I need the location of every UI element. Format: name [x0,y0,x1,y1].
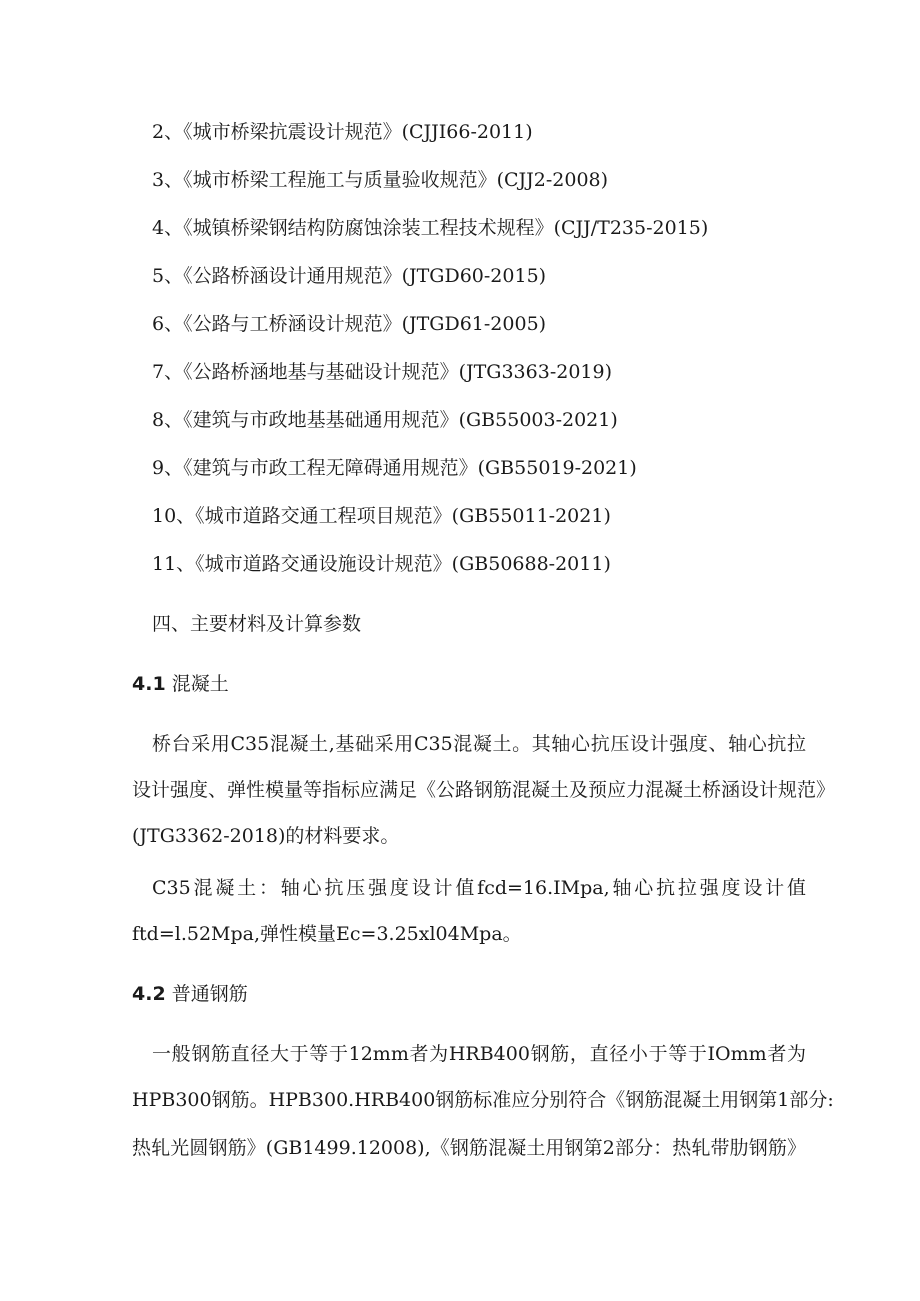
paragraph-line: (JTG3362-2018)的材料要求。 [132,825,400,847]
paragraph-line: 一般钢筋直径大于等于12mm者为HRB400钢筋，直径小于等于IOmm者为 [152,1043,806,1065]
reference-item: 2、《城市桥梁抗震设计规范》(CJJI66-2011) [152,121,533,143]
paragraph-line: 桥台采用C35混凝土,基础采用C35混凝土。其轴心抗压设计强度、轴心抗拉 [152,733,806,755]
subsection-heading-concrete [132,672,229,696]
reference-item: 11、《城市道路交通设施设计规范》(GB50688-2011) [152,553,611,575]
paragraph-line: C35混凝土：轴心抗压强度设计值fcd=16.IMpa,轴心抗拉强度设计值 [152,877,806,899]
reference-item: 3、《城市桥梁工程施工与质量验收规范》(CJJ2-2008) [152,169,609,191]
reference-item: 6、《公路与工桥涵设计规范》(JTGD61-2005) [152,313,547,335]
section-title: 四、主要材料及计算参数 [152,613,362,635]
reference-item: 10、《城市道路交通工程项目规范》(GB55011-2021) [152,505,611,527]
subsection-title: 混凝土 [171,673,229,695]
subsection-number: 4.2 [132,983,166,1005]
paragraph-line: 设计强度、弹性模量等指标应满足《公路钢筋混凝土及预应力混凝土桥涵设计规范》 [132,779,836,801]
reference-item: 7、《公路桥涵地基与基础设计规范》(JTG3363-2019) [152,361,613,383]
subsection-number: 4.1 [132,673,166,695]
reference-item: 8、《建筑与市政地基基础通用规范》(GB55003-2021) [152,409,618,431]
paragraph-line: ftd=l.52Mpa,弹性模量Ec=3.25xl04Mpa。 [132,923,522,945]
reference-item: 4、《城镇桥梁钢结构防腐蚀涂装工程技术规程》(CJJ/T235-2015) [152,217,709,239]
subsection-heading-rebar [132,982,248,1006]
reference-item: 5、《公路桥涵设计通用规范》(JTGD60-2015) [152,265,547,287]
subsection-title: 普通钢筋 [171,983,248,1005]
reference-item: 9、《建筑与市政工程无障碍通用规范》(GB55019-2021) [152,457,637,479]
paragraph-line: 热轧光圆钢筋》(GB1499.12008),《钢筋混凝土用钢第2部分：热轧带肋钢筋》 [132,1137,806,1159]
paragraph-line: HPB300钢筋。HPB300.HRB400钢筋标准应分别符合《钢筋混凝土用钢第1部分: [132,1089,834,1111]
